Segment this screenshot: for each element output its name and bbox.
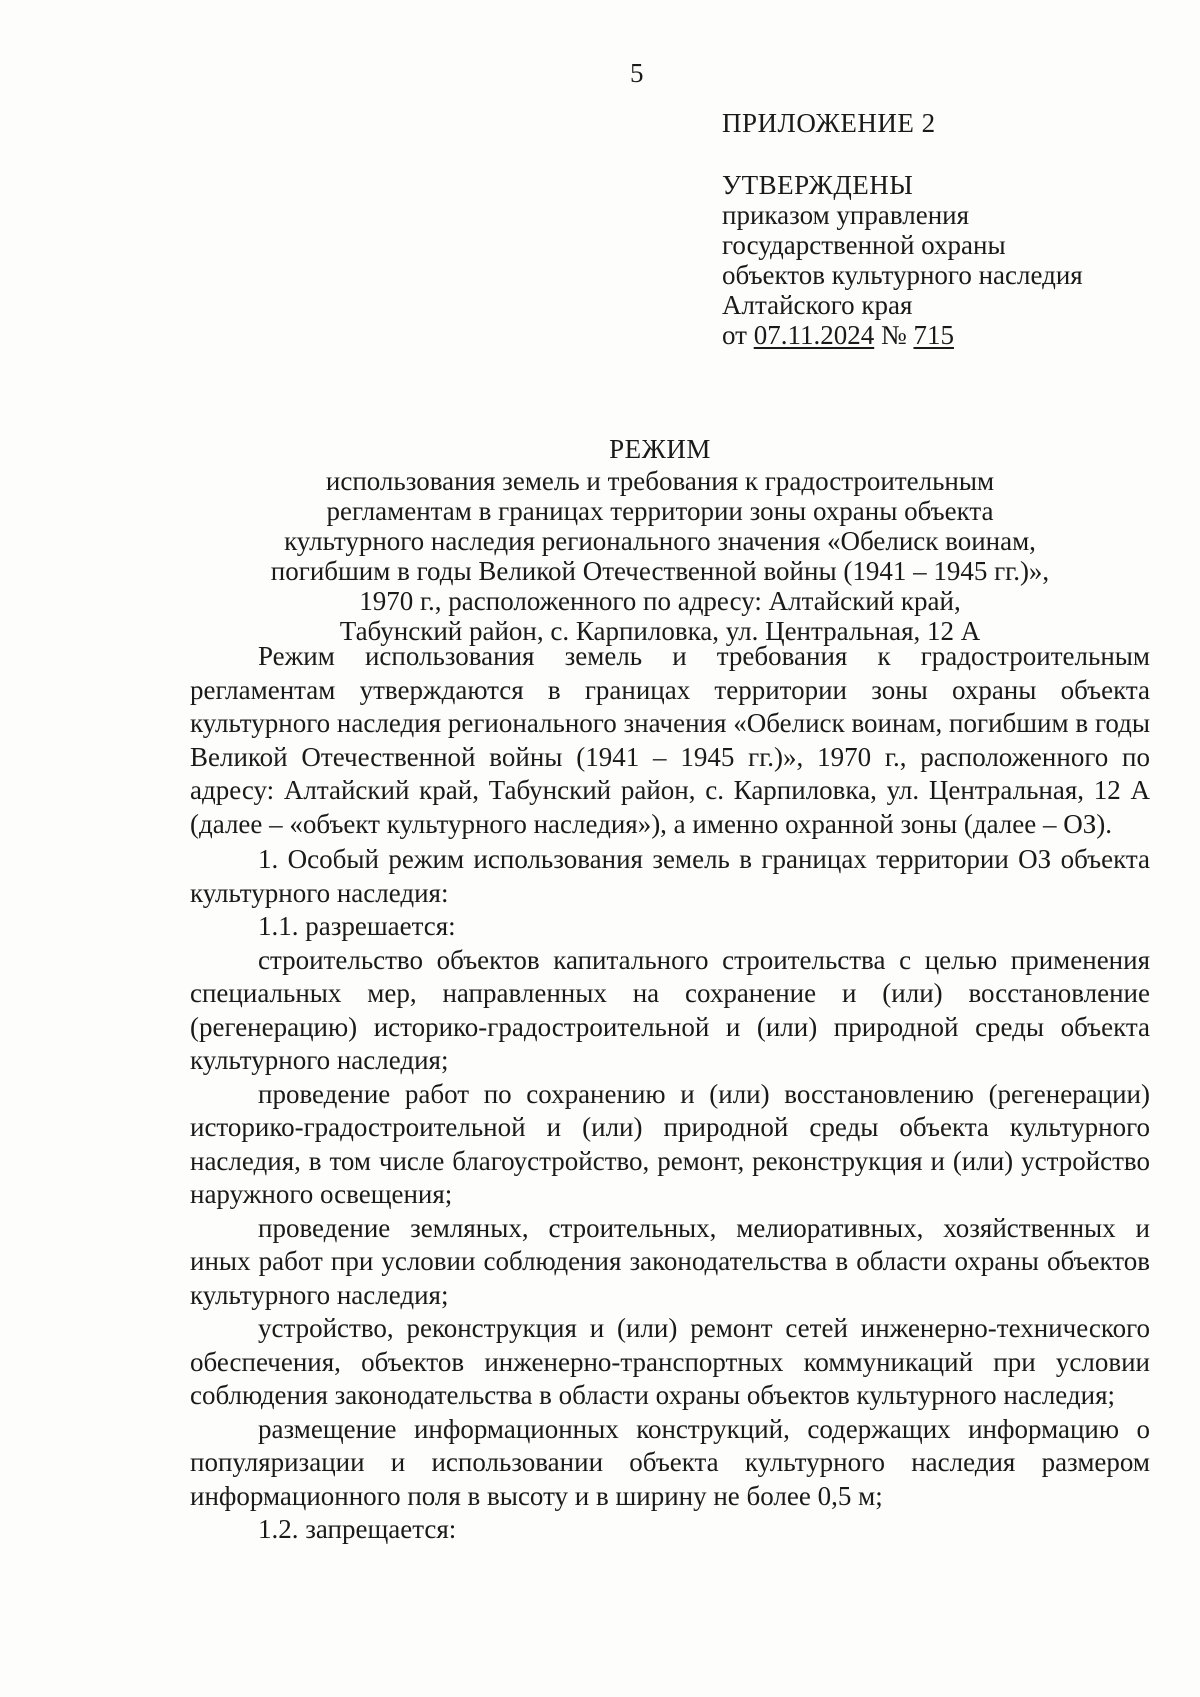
intro-paragraph: Режим использования земель и требования к градостроительным регламентам утверждаются в границах территории зоны охраны объекта культурного наследия регионального значения «Обелиск воинам, погибшим в годы Великой Отечественной войны (1941 – 1945 гг.)», 1970 г., расположенного по адресу: Алтайский край, Табунский район, с. Карпиловка, ул. Центральная, 12 А (далее – «объект культурного наследия»), а именно охранной зоны (далее – ОЗ). xyxy=(190,641,1150,839)
allowed-item-2: проведение работ по сохранению и (или) восстановлению (регенерации) историко-градостроительной и (или) природной среды объекта культурного наследия, в том числе благоустройство, ремонт, реконструкция и (или) устройство наружного освещения; xyxy=(190,1078,1150,1209)
document-title xyxy=(190,434,1130,646)
allowed-item-5: размещение информационных конструкций, содержащих информацию о популяризации и использовании объекта культурного наследия размером информационного поля в высоту и в ширину не более 0,5 м; xyxy=(190,1413,1150,1511)
allowed-item-3: проведение земляных, строительных, мелиоративных, хозяйственных и иных работ при условии соблюдения законодательства в области охраны объектов культурного наследия; xyxy=(190,1212,1150,1310)
document-body xyxy=(190,640,1150,1547)
allowed-item-4: устройство, реконструкция и (или) ремонт сетей инженерно-технического обеспечения, объектов инженерно-транспортных коммуникаций при условии соблюдения законодательства в области охраны объектов культурного наследия; xyxy=(190,1313,1150,1410)
number-prefix: № xyxy=(874,320,914,350)
approval-line: государственной охраны xyxy=(722,230,1006,260)
approval-line: Алтайского края xyxy=(722,290,913,320)
title-line: Табунский район, с. Карпиловка, ул. Центральная, 12 А xyxy=(339,616,981,646)
title-line: регламентам в границах территории зоны охраны объекта xyxy=(326,496,994,526)
appendix-label: ПРИЛОЖЕНИЕ 2 xyxy=(722,108,936,138)
order-date-line xyxy=(722,320,1162,350)
date-prefix: от xyxy=(722,320,754,350)
approval-line: приказом управления xyxy=(722,200,970,230)
title-line: использования земель и требования к градостроительным xyxy=(325,466,995,496)
order-date: 07.11.2024 xyxy=(753,320,875,350)
section-1-paragraph: 1. Особый режим использования земель в границах территории ОЗ объекта культурного наследия: xyxy=(190,844,1150,908)
title-line: 1970 г., расположенного по адресу: Алтайский край, xyxy=(359,586,961,616)
subsection-1-1: 1.1. разрешается: xyxy=(258,911,456,941)
approved-label: УТВЕРЖДЕНЫ xyxy=(722,170,914,200)
approval-line: объектов культурного наследия xyxy=(722,260,1083,290)
title-line: культурного наследия регионального значения «Обелиск воинам, xyxy=(284,526,1036,556)
approval-block xyxy=(722,108,1162,350)
order-number: 715 xyxy=(913,320,954,350)
title-heading: РЕЖИМ xyxy=(609,434,711,464)
title-line: погибшим в годы Великой Отечественной войны (1941 – 1945 гг.)», xyxy=(270,556,1050,586)
allowed-item-1: строительство объектов капитального строительства с целью применения специальных мер, направленных на сохранение и (или) восстановление (регенерацию) историко-градостроительной и (или) природной среды объекта культурного наследия; xyxy=(190,944,1150,1075)
subsection-1-2: 1.2. запрещается: xyxy=(258,1514,457,1544)
page-number: 5 xyxy=(630,58,644,88)
